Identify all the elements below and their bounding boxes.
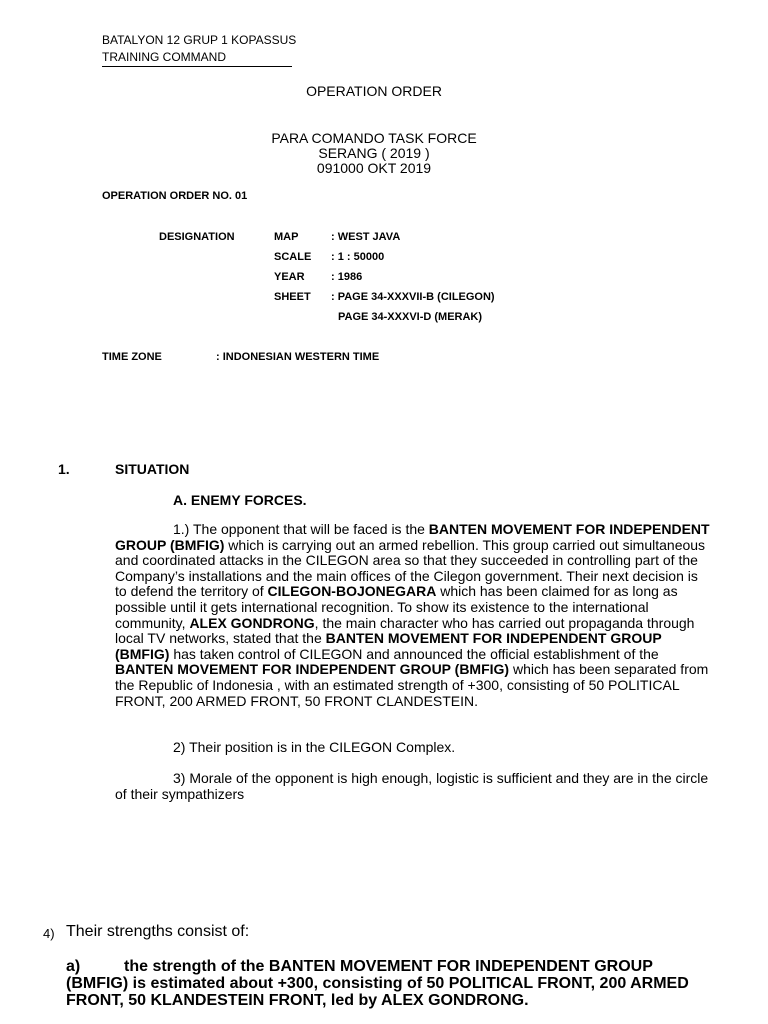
p1-bold-2: CILEGON-BOJONEGARA — [267, 583, 437, 600]
date-time-group: 091000 OKT 2019 — [316, 160, 432, 176]
sheet-value-cont: PAGE 34-XXXVI-D (MERAK) — [338, 311, 483, 323]
p1-text-4: , the main character who has carried out propaganda through local TV networks, stated that the — [115, 614, 695, 647]
strength-item-a — [66, 958, 716, 1009]
time-zone-label: TIME ZONE — [102, 351, 162, 363]
designation-label: DESIGNATION — [159, 231, 235, 243]
command-name: TRAINING COMMAND — [102, 49, 292, 67]
year-key: YEAR — [274, 271, 305, 283]
scale-key: SCALE — [274, 251, 312, 263]
section-number: 1. — [58, 461, 70, 477]
time-zone-value: : INDONESIAN WESTERN TIME — [216, 351, 380, 363]
p1-bold-1b: GROUP (BMFIG) — [115, 536, 225, 553]
enemy-paragraph-3 — [115, 771, 713, 802]
p1-bold-3: ALEX GONDRONG — [189, 614, 315, 631]
item-a-label: a) — [66, 958, 81, 975]
p1-bold-5: BANTEN MOVEMENT FOR INDEPENDENT GROUP (BMFIG) — [115, 661, 510, 678]
enemy-paragraph-2 — [115, 740, 713, 756]
map-key: MAP — [274, 231, 299, 243]
p1-bold-1: BANTEN MOVEMENT FOR INDEPENDENT — [428, 521, 710, 537]
p1-text-1: 1.) The opponent that will be faced is the — [173, 521, 429, 537]
location: SERANG ( 2019 ) — [318, 145, 430, 161]
section-title: SITUATION — [115, 461, 190, 477]
sheet-key: SHEET — [274, 291, 311, 303]
doc-title: OPERATION ORDER — [306, 83, 442, 99]
p1-text-6: which has been separated from the Republic of Indonesia , with an estimated strength of +300, consisting of 50 POLITICAL FRONT, 200 ARMED FRONT, 50 FRONT CLANDESTEIN. — [115, 661, 709, 709]
enemy-paragraph-1 — [115, 522, 713, 709]
strengths-intro: Their strengths consist of: — [66, 923, 250, 940]
task-force: PARA COMANDO TASK FORCE — [271, 130, 477, 146]
p1-text-5: has taken control of CILEGON and announced the official establishment of the — [169, 645, 659, 662]
order-number: OPERATION ORDER NO. 01 — [102, 190, 248, 202]
scale-value: : 1 : 50000 — [331, 251, 385, 263]
strengths-number: 4) — [43, 926, 55, 941]
p1-bold-4: BANTEN MOVEMENT FOR INDEPENDENT GROUP (BMFIG) — [115, 630, 662, 662]
p3-text: 3) Morale of the opponent is high enough, logistic is sufficient and they are in the circle of their sympathizers — [115, 770, 709, 802]
sheet-value: : PAGE 34-XXXVII-B (CILEGON) — [331, 291, 495, 303]
p2-text: 2) Their position is in the CILEGON Complex. — [173, 739, 456, 755]
year-value: : 1986 — [331, 271, 363, 283]
p1-text-3: which has been claimed for as long as possible until it gets international recognition. To show its existence to the international community, — [115, 583, 678, 631]
p1-text-2: which is carrying out an armed rebellion. This group carried out simultaneous and coordinated attacks in the CILEGON area so that they succeeded in controlling part of the Company’s installations and the main offices of the Cilegon government. Their next decision is to defend the territory of — [115, 536, 706, 600]
map-value: : WEST JAVA — [331, 231, 401, 243]
unit-name: BATALYON 12 GRUP 1 KOPASSUS — [102, 33, 297, 47]
subsection-title: A. ENEMY FORCES. — [173, 492, 307, 508]
item-a-text: the strength of the BANTEN MOVEMENT FOR INDEPENDENT GROUP (BMFIG) is estimated about +300, consisting of 50 POLITICAL FRONT, 200 ARMED FRONT, 50 KLANDESTEIN FRONT, led by ALEX GONDRONG. — [66, 958, 689, 1009]
